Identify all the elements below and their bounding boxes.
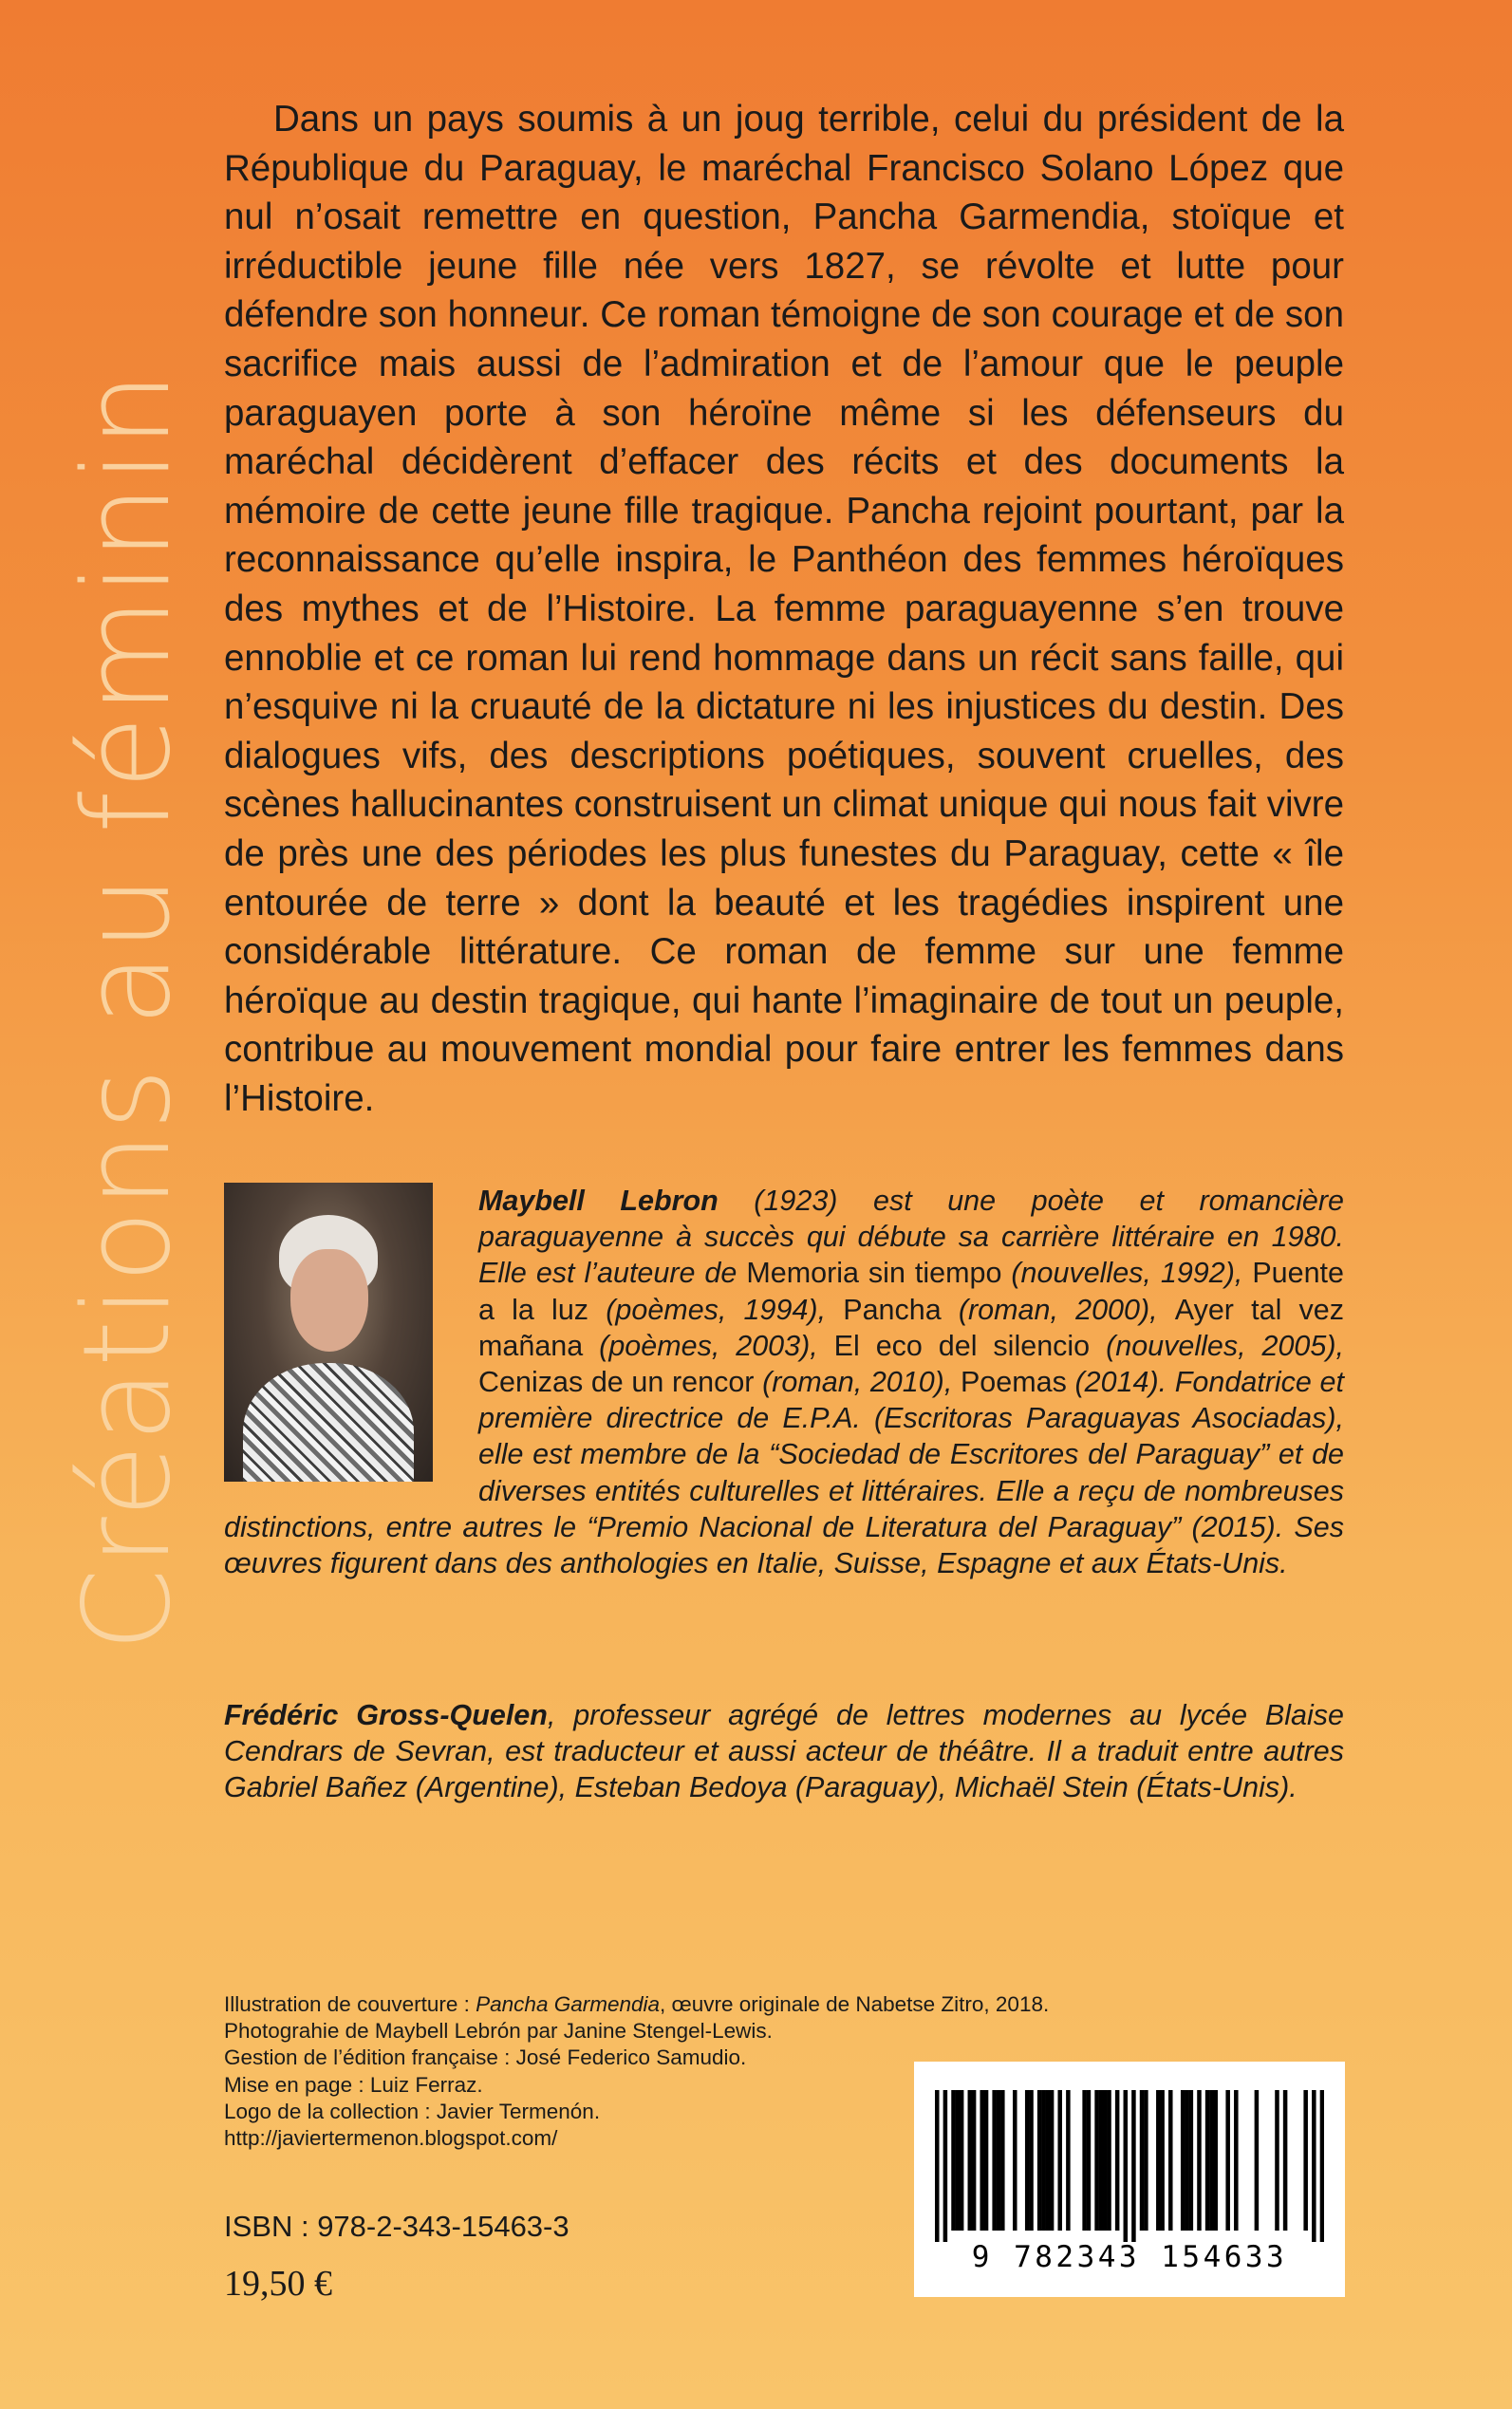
author-bio: Maybell Lebron (1923) est une poète et romancière paraguayenne à succès qui débute sa carrière littéraire en 1980. Elle est l’auteure de Memoria sin tiempo (nouvelles, 1992), Puente a la luz (poèmes, 1994), Pancha (roman, 2000), Ayer tal vez mañana (poèmes, 2003), El eco del silencio (nouvelles, 2005), Cenizas de un rencor (roman, 2010), Poemas (2014). Fondatrice et première directrice de E.P.A. (Escritoras Paraguayas Asociadas), elle est membre de la “Sociedad de Escritores del Paraguay” et de diverses entités culturelles et littéraires. Elle a reçu de nombreuses distinctions, entre autres le “Premio Nacional de Literatura del Paraguay” (2015). Ses œuvres figurent dans des anthologies en Italie, Suisse, Espagne et aux États-Unis. xyxy=(224,1185,1345,1580)
collection-title: Créations au féminin xyxy=(57,369,196,1652)
credits-block xyxy=(224,1991,1050,2152)
credit-cover: Illustration de couverture : Pancha Garmendia, œuvre originale de Nabetse Zitro, 2018. xyxy=(224,1992,1050,2016)
summary-text: Dans un pays soumis à un joug terrible, celui du président de la République du Paraguay, le maréchal Francisco Solano López que nul n’osait remettre en question, Pancha Garmendia, stoïque et irréductible jeune fille née vers 1827, se révolte et lutte pour défendre son honneur. Ce roman témoigne de son courage et de son sacrifice mais aussi de l’admiration et de l’amour que le peuple paraguayen porte à son héroïne même si les défenseurs du maréchal décidèrent d’effacer des récits et des documents la mémoire de cette jeune fille tragique. Pancha rejoint pourtant, par la reconnaissance qu’elle inspira, le Panthéon des femmes héroïques des mythes et de l’Histoire. La femme paraguayenne s’en trouve ennoblie et ce roman lui rend hommage dans un récit sans faille, qui n’esquive ni la cruauté de la dictature ni les injustices du destin. Des dialogues vifs, des descriptions poétiques, souvent cruelles, des scènes hallucinantes construisent un climat unique qui nous fait vivre de près une des périodes les plus funestes du Paraguay, cette « île entourée de terre » dont la beauté et les tragédies inspirent une considérable littérature. Ce roman de femme sur une femme héroïque au destin tragique, qui hante l’imaginaire de tout un peuple, contribue au mouvement mondial pour faire entrer les femmes dans l’Histoire. xyxy=(224,99,1344,1119)
barcode-digits: 9 782343 154633 xyxy=(971,2240,1288,2274)
credit-layout: Mise en page : Luiz Ferraz. xyxy=(224,2072,483,2097)
barcode xyxy=(914,2062,1345,2297)
translator-bio: Frédéric Gross-Quelen, professeur agrégé de lettres modernes au lycée Blaise Cendrars de Sevran, est traducteur et aussi acteur de théâtre. Il a traduit entre autres Gabriel Bañez (Argentine), Esteban Bedoya (Paraguay), Michaël Stein (États-Unis). xyxy=(224,1699,1344,1804)
author-name: Maybell Lebron xyxy=(478,1185,719,1217)
barcode-bars-icon xyxy=(935,2090,1324,2242)
translator-name: Frédéric Gross-Quelen xyxy=(224,1699,548,1731)
isbn: ISBN : 978-2-343-15463-3 xyxy=(224,2210,569,2243)
credit-photo: Photograhie de Maybell Lebrón par Janine Stengel-Lewis. xyxy=(224,2019,773,2044)
credit-edition: Gestion de l’édition française : José Federico Samudio. xyxy=(224,2045,747,2070)
price: 19,50 € xyxy=(224,2264,332,2304)
credit-url[interactable]: http://javiertermenon.blogspot.com/ xyxy=(224,2126,558,2151)
credit-logo: Logo de la collection : Javier Termenón. xyxy=(224,2099,601,2123)
